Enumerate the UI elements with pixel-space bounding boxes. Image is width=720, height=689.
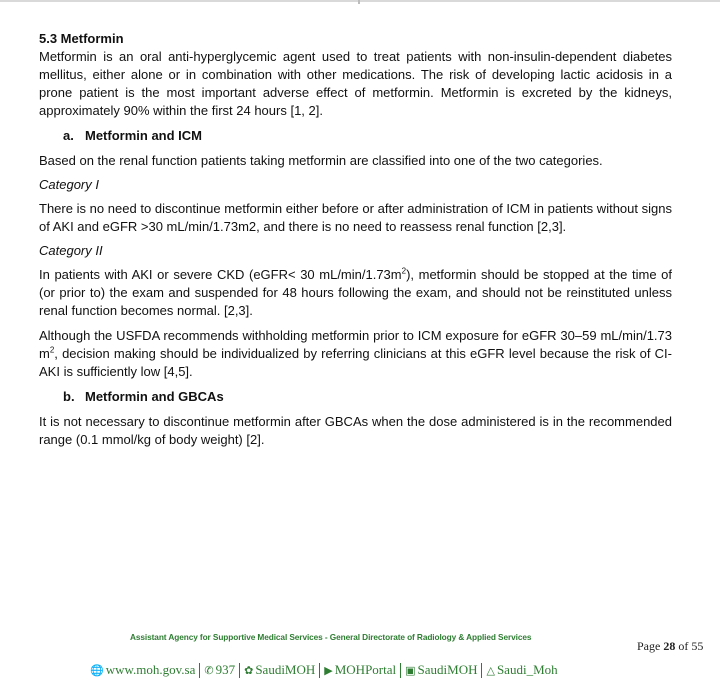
top-border (0, 0, 720, 2)
section-intro: Metformin is an oral anti-hyperglycemic agent used to treat patients with non-insulin-dependent diabetes mellitus, either alone or in combination with other medications. The risk of developing lactic acidosis in a prone patient is the most important adverse effect of metformin. Metformin is excreted by the kidneys, approximately 90% within the first 24 hours [1, 2]. (39, 49, 672, 118)
page-number (637, 639, 703, 654)
usfda-superscript: 2 (49, 345, 55, 355)
footer-instagram-text: SaudiMOH (417, 662, 478, 677)
category-2-label: Category II (39, 243, 103, 258)
page-total: 55 (691, 639, 704, 653)
footer-phone[interactable] (204, 662, 235, 678)
page-of: of (678, 639, 689, 653)
subsection-a-heading (63, 127, 672, 145)
youtube-icon: ▶ (324, 664, 333, 677)
footer-snapchat-text: Saudi_Moh (496, 662, 558, 677)
category-2-superscript: 2 (401, 266, 407, 276)
category-2-text-part1: In patients with AKI or severe CKD (eGFR< 30 mL/min/1.73m (39, 267, 402, 282)
document-body (39, 30, 672, 449)
footer-twitter-text: SaudiMOH (255, 662, 316, 677)
category-2-text (39, 266, 672, 320)
subsection-b-text: It is not necessary to discontinue metformin after GBCAs when the dose administered is in the recommended range (0.1 mmol/kg of body weight) [2]. (39, 414, 672, 447)
twitter-icon: ✿ (244, 664, 254, 677)
subsection-a-intro: Based on the renal function patients taking metformin are classified into one of the two categories. (39, 153, 603, 168)
category-1-label: Category I (39, 177, 99, 192)
footer-separator (319, 663, 320, 678)
page-label: Page (637, 639, 661, 653)
footer-website-text: www.moh.gov.sa (105, 662, 196, 677)
footer-links (90, 660, 650, 680)
section-title: 5.3 Metformin (39, 31, 124, 46)
footer-separator (400, 663, 401, 678)
subsection-a-title: Metformin and ICM (85, 128, 202, 143)
instagram-icon: ▣ (405, 664, 416, 677)
top-center-tick (358, 0, 360, 4)
subsection-a-letter: a. (63, 128, 74, 143)
footer-youtube-text: MOHPortal (334, 662, 397, 677)
usfda-text-part2: , decision making should be individualized by referring clinicians at this eGFR level because the risk of CI-AKI is sufficiently low [4,5]. (39, 346, 672, 379)
footer-separator (239, 663, 240, 678)
category-1-text: There is no need to discontinue metformin either before or after administration of ICM in patients without signs of AKI and eGFR >30 mL/min/1.73m2, and there is no need to reassess renal function [2,3]. (39, 201, 672, 234)
usfda-text-part1: Although the USFDA recommends withholding metformin prior to ICM exposure for eGFR 30–59 mL/min/1.73 m (39, 328, 672, 361)
globe-icon: 🌐 (90, 664, 104, 677)
page-current: 28 (663, 639, 676, 653)
category-2-text-part2: ), metformin should be stopped at the time of (or prior to) the exam and suspended for 48 hours following the exam, and should not be reinstituted unless renal function becomes normal. [2,3]. (39, 267, 672, 318)
subsection-b-title: Metformin and GBCAs (85, 389, 224, 404)
footer-separator (481, 663, 482, 678)
footer-website[interactable] (90, 662, 195, 678)
footer-instagram[interactable] (405, 662, 477, 678)
footer-snapchat[interactable] (486, 662, 557, 678)
footer-phone-text: 937 (215, 662, 236, 677)
subsection-b-heading (63, 388, 672, 406)
usfda-paragraph (39, 327, 672, 381)
footer-youtube[interactable] (324, 662, 396, 678)
snapchat-icon: △ (486, 664, 495, 677)
phone-icon: ✆ (204, 664, 214, 677)
footer-separator (199, 663, 200, 678)
subsection-b-letter: b. (63, 389, 75, 404)
footer-agency: Assistant Agency for Supportive Medical Services - General Directorate of Radiology & Applied Services (130, 632, 532, 642)
footer-twitter[interactable] (244, 662, 315, 678)
